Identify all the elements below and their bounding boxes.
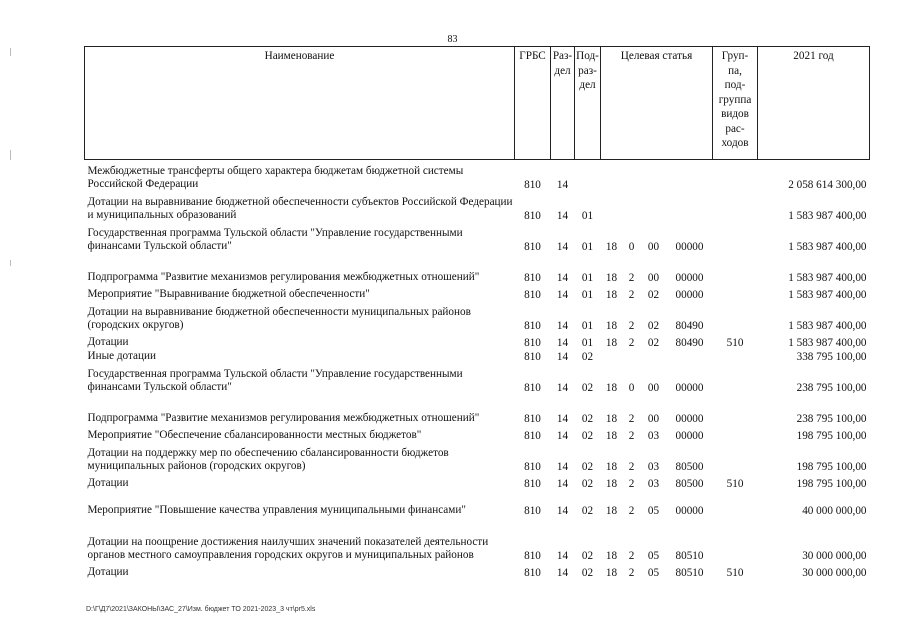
cell-name: Дотации — [87, 335, 129, 348]
cell-amount-2021: 2 058 614 300,00 — [788, 178, 867, 191]
cell-target-direction: 80500 — [675, 477, 704, 490]
margin-mark — [10, 150, 11, 160]
cell-razdel: 14 — [556, 381, 569, 394]
table-row — [85, 302, 870, 333]
header-name: Наименование — [85, 47, 515, 160]
cell-podrazdel: 01 — [581, 240, 594, 253]
cell-razdel: 14 — [556, 477, 569, 490]
cell-target-event: 02 — [647, 319, 660, 332]
cell-target-direction: 00000 — [675, 381, 704, 394]
cell-expense-group: 510 — [726, 336, 744, 349]
cell-grbs: 810 — [524, 504, 541, 517]
cell-amount-2021: 30 000 000,00 — [802, 566, 867, 579]
cell-razdel: 14 — [556, 288, 569, 301]
cell-amount-2021: 30 000 000,00 — [802, 549, 867, 562]
cell-target-program: 18 — [605, 381, 618, 394]
cell-target-direction — [667, 160, 713, 192]
cell-target-direction: 80510 — [675, 566, 704, 579]
cell-target-event: 03 — [647, 477, 660, 490]
cell-amount-2021: 40 000 000,00 — [802, 504, 867, 517]
table-row — [85, 563, 870, 580]
table-row — [85, 160, 870, 192]
cell-target-program: 18 — [605, 504, 618, 517]
cell-name: Мероприятие "Повышение качества управления муниципальными финансами" — [87, 503, 466, 516]
table-row — [85, 426, 870, 443]
table-row — [85, 364, 870, 395]
cell-amount-2021: 238 795 100,00 — [796, 381, 867, 394]
cell-razdel: 14 — [556, 319, 569, 332]
header-year-2021: 2021 год — [758, 47, 870, 160]
cell-razdel: 14 — [556, 460, 569, 473]
cell-amount-2021: 198 795 100,00 — [796, 429, 867, 442]
cell-target-event — [641, 192, 667, 223]
cell-expense-group — [713, 254, 758, 285]
cell-expense-group — [713, 491, 758, 518]
table-row — [85, 474, 870, 491]
cell-podrazdel: 01 — [581, 319, 594, 332]
cell-expense-group — [713, 302, 758, 333]
cell-target-subprogram: 2 — [628, 288, 635, 301]
cell-target-direction: 00000 — [675, 504, 704, 517]
cell-razdel: 14 — [556, 178, 569, 191]
cell-podrazdel: 02 — [581, 350, 594, 363]
cell-target-program: 18 — [605, 549, 618, 562]
cell-target-subprogram: 0 — [628, 381, 635, 394]
cell-podrazdel: 02 — [581, 566, 594, 579]
cell-grbs: 810 — [524, 178, 541, 191]
cell-amount-2021: 198 795 100,00 — [796, 477, 867, 490]
cell-podrazdel: 02 — [581, 477, 594, 490]
cell-target-subprogram — [623, 350, 641, 364]
cell-target-event: 03 — [647, 460, 660, 473]
cell-target-event — [641, 160, 667, 192]
cell-podrazdel: 02 — [581, 549, 594, 562]
cell-target-subprogram: 2 — [628, 477, 635, 490]
budget-table — [84, 46, 870, 580]
cell-amount-2021: 1 583 987 400,00 — [788, 288, 867, 301]
cell-target-event: 05 — [647, 566, 660, 579]
cell-name: Дотации на поощрение достижения наилучших значений показателей деятельности органов местного самоуправления городских округов и муниципальных районов — [87, 535, 489, 561]
cell-expense-group — [713, 350, 758, 364]
cell-target-program: 18 — [605, 240, 618, 253]
cell-target-event: 02 — [647, 336, 660, 349]
cell-target-subprogram: 2 — [628, 336, 635, 349]
cell-expense-group: 510 — [726, 477, 744, 490]
cell-expense-group — [713, 285, 758, 302]
cell-razdel: 14 — [556, 336, 569, 349]
cell-podrazdel: 02 — [581, 504, 594, 517]
cell-podrazdel: 01 — [581, 271, 594, 284]
cell-name: Государственная программа Тульской области "Управление государственными финансами Тульской области" — [87, 226, 463, 252]
header-expense-group: Груп- па, под- группа видов рас- ходов — [713, 47, 758, 160]
cell-podrazdel: 01 — [581, 288, 594, 301]
header-podrazdel: Под- раз- дел — [575, 47, 601, 160]
cell-grbs: 810 — [524, 288, 541, 301]
cell-amount-2021: 238 795 100,00 — [796, 412, 867, 425]
cell-name: Дотации на выравнивание бюджетной обеспеченности муниципальных районов (городских округов) — [87, 305, 471, 331]
cell-expense-group — [713, 364, 758, 395]
cell-razdel: 14 — [556, 429, 569, 442]
cell-target-event: 00 — [647, 240, 660, 253]
cell-podrazdel: 01 — [581, 336, 594, 349]
table-row — [85, 192, 870, 223]
cell-target-direction: 80500 — [675, 460, 704, 473]
cell-expense-group — [713, 443, 758, 474]
cell-target-direction: 80490 — [675, 319, 704, 332]
cell-target-event: 00 — [647, 381, 660, 394]
cell-expense-group — [713, 518, 758, 563]
cell-amount-2021: 1 583 987 400,00 — [788, 336, 867, 349]
cell-target-subprogram: 2 — [628, 271, 635, 284]
cell-grbs: 810 — [524, 319, 541, 332]
cell-grbs: 810 — [524, 240, 541, 253]
cell-amount-2021: 1 583 987 400,00 — [788, 240, 867, 253]
cell-target-program: 18 — [605, 336, 618, 349]
cell-expense-group — [713, 426, 758, 443]
cell-target-program — [601, 160, 623, 192]
cell-target-direction: 00000 — [675, 429, 704, 442]
cell-grbs: 810 — [524, 412, 541, 425]
footer-file-path: D:\Г\Д7\2021\ЗАКОНЫ\ЗАС_27\Изм. бюджет ТО 2021-2023_3 чт\pr5.xls — [86, 606, 316, 613]
cell-target-direction: 00000 — [675, 288, 704, 301]
cell-name: Мероприятие "Обеспечение сбалансированности местных бюджетов" — [87, 428, 422, 441]
cell-target-program: 18 — [605, 566, 618, 579]
cell-target-direction: 80490 — [675, 336, 704, 349]
cell-target-subprogram: 2 — [628, 429, 635, 442]
table-row — [85, 333, 870, 350]
cell-target-direction: 00000 — [675, 271, 704, 284]
cell-target-event: 00 — [647, 271, 660, 284]
cell-razdel: 14 — [556, 240, 569, 253]
header-grbs: ГРБС — [515, 47, 551, 160]
cell-target-event: 05 — [647, 504, 660, 517]
cell-target-event: 02 — [647, 288, 660, 301]
cell-grbs: 810 — [524, 336, 541, 349]
table-row — [85, 285, 870, 302]
cell-target-direction — [667, 192, 713, 223]
cell-expense-group — [713, 160, 758, 192]
cell-target-subprogram: 2 — [628, 566, 635, 579]
cell-razdel: 14 — [556, 271, 569, 284]
table-row — [85, 350, 870, 364]
cell-target-program: 18 — [605, 477, 618, 490]
cell-name: Государственная программа Тульской области "Управление государственными финансами Тульской области" — [87, 367, 463, 393]
cell-target-program: 18 — [605, 319, 618, 332]
cell-target-program: 18 — [605, 288, 618, 301]
cell-amount-2021: 338 795 100,00 — [796, 350, 867, 363]
cell-name: Дотации — [87, 565, 129, 578]
cell-target-subprogram: 2 — [628, 412, 635, 425]
cell-expense-group — [713, 223, 758, 254]
cell-podrazdel: 02 — [581, 429, 594, 442]
cell-grbs: 810 — [524, 381, 541, 394]
cell-name: Дотации — [87, 476, 129, 489]
cell-amount-2021: 1 583 987 400,00 — [788, 271, 867, 284]
cell-target-event: 00 — [647, 412, 660, 425]
cell-target-direction: 00000 — [675, 412, 704, 425]
cell-name: Подпрограмма "Развитие механизмов регулирования межбюджетных отношений" — [87, 411, 480, 424]
table-row — [85, 491, 870, 518]
cell-target-program: 18 — [605, 271, 618, 284]
cell-name: Дотации на поддержку мер по обеспечению сбалансированности бюджетов муниципальных районов (городских округов) — [87, 446, 449, 472]
cell-expense-group — [713, 395, 758, 426]
cell-target-subprogram: 2 — [628, 460, 635, 473]
cell-target-program: 18 — [605, 429, 618, 442]
cell-grbs: 810 — [524, 209, 541, 222]
header-razdel: Раз- дел — [551, 47, 575, 160]
cell-razdel: 14 — [556, 504, 569, 517]
cell-podrazdel: 02 — [581, 412, 594, 425]
cell-razdel: 14 — [556, 412, 569, 425]
table-row — [85, 254, 870, 285]
cell-grbs: 810 — [524, 477, 541, 490]
cell-grbs: 810 — [524, 350, 541, 363]
cell-target-direction: 00000 — [675, 240, 704, 253]
cell-target-subprogram — [623, 192, 641, 223]
cell-podrazdel: 01 — [581, 209, 594, 222]
cell-target-direction — [667, 350, 713, 364]
cell-podrazdel: 02 — [581, 460, 594, 473]
cell-name: Мероприятие "Выравнивание бюджетной обеспеченности" — [87, 287, 370, 300]
header-target-article: Целевая статья — [601, 47, 713, 160]
table-row — [85, 443, 870, 474]
cell-expense-group — [713, 192, 758, 223]
table-row — [85, 395, 870, 426]
margin-mark — [10, 260, 11, 266]
cell-target-program — [601, 350, 623, 364]
margin-mark — [10, 48, 11, 56]
cell-podrazdel: 02 — [581, 381, 594, 394]
cell-target-subprogram: 0 — [628, 240, 635, 253]
cell-razdel: 14 — [556, 549, 569, 562]
cell-grbs: 810 — [524, 429, 541, 442]
cell-grbs: 810 — [524, 460, 541, 473]
table-row — [85, 518, 870, 563]
cell-grbs: 810 — [524, 271, 541, 284]
cell-target-program — [601, 192, 623, 223]
cell-target-program: 18 — [605, 412, 618, 425]
cell-target-subprogram: 2 — [628, 504, 635, 517]
table-body — [85, 160, 870, 580]
cell-grbs: 810 — [524, 549, 541, 562]
cell-target-program: 18 — [605, 460, 618, 473]
cell-target-event — [641, 350, 667, 364]
cell-razdel: 14 — [556, 209, 569, 222]
cell-name: Иные дотации — [87, 349, 156, 362]
cell-target-event: 05 — [647, 549, 660, 562]
page-number: 83 — [447, 34, 458, 45]
table-row — [85, 223, 870, 254]
cell-razdel: 14 — [556, 566, 569, 579]
cell-grbs: 810 — [524, 566, 541, 579]
cell-target-subprogram — [623, 160, 641, 192]
cell-podrazdel — [575, 160, 601, 192]
cell-name: Подпрограмма "Развитие механизмов регулирования межбюджетных отношений" — [87, 270, 480, 283]
cell-target-subprogram: 2 — [628, 319, 635, 332]
cell-name: Межбюджетные трансферты общего характера бюджетам бюджетной системы Российской Федерации — [87, 164, 464, 190]
cell-name: Дотации на выравнивание бюджетной обеспеченности субъектов Российской Федерации и муниципальных образований — [87, 195, 513, 221]
cell-target-subprogram: 2 — [628, 549, 635, 562]
cell-target-direction: 80510 — [675, 549, 704, 562]
cell-amount-2021: 1 583 987 400,00 — [788, 319, 867, 332]
cell-target-event: 03 — [647, 429, 660, 442]
cell-amount-2021: 1 583 987 400,00 — [788, 209, 867, 222]
cell-razdel: 14 — [556, 350, 569, 363]
cell-amount-2021: 198 795 100,00 — [796, 460, 867, 473]
cell-expense-group: 510 — [726, 566, 744, 579]
